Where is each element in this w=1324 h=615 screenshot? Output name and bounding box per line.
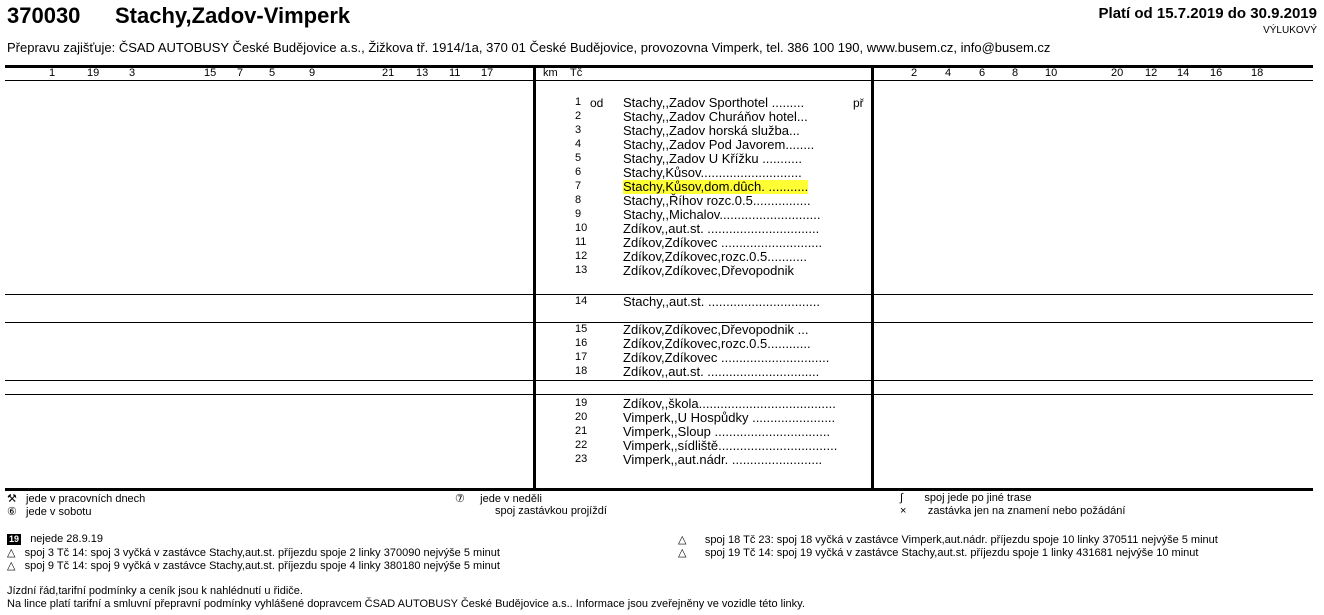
left-col-header: 9 bbox=[309, 67, 316, 79]
left-col-header: 21 bbox=[382, 67, 395, 79]
right-col-header: 12 bbox=[1145, 67, 1158, 79]
triangle-icon: △ bbox=[678, 547, 687, 559]
stop-name: Stachy,,Zadov Pod Javorem........ bbox=[623, 137, 815, 152]
operator-info: Přepravu zajišťuje: ČSAD AUTOBUSY České Budějovice a.s., Žižkova tř. 1914/1a, 370 01 České Budějovice, provozovna Vimperk, tel. 386 100 190, www.busem.cz, info@busem.cz bbox=[7, 40, 1051, 55]
stop-tc: 22 bbox=[575, 439, 588, 451]
note-4 bbox=[678, 546, 1198, 559]
right-col-header: 8 bbox=[1012, 67, 1019, 79]
legend-other bbox=[900, 492, 1031, 504]
legend-request-text: zastávka jen na znamení nebo požádání bbox=[927, 505, 1126, 517]
stop-name: Zdíkov,,aut.st. ............................... bbox=[623, 221, 820, 236]
stop-tc: 4 bbox=[575, 138, 582, 150]
stop-tc: 8 bbox=[575, 194, 582, 206]
section-rule bbox=[5, 394, 1313, 395]
stop-name: Vimperk,,Sloup ................................ bbox=[623, 424, 831, 439]
right-col-header: 20 bbox=[1111, 67, 1124, 79]
note-3 bbox=[678, 533, 1218, 546]
stop-name: Stachy,Kůsov,dom.dûch. ........... bbox=[623, 179, 809, 194]
stop-tc: 11 bbox=[575, 236, 587, 248]
od-label-1: od bbox=[590, 96, 604, 110]
stop-tc: 5 bbox=[575, 152, 582, 164]
pr-label-1: př bbox=[853, 96, 864, 110]
note-4-text: spoj 19 Tč 14: spoj 19 vyčká v zastávce Stachy,aut.st. příjezdu spoje 1 linky 431681 nejvýše 10 minut bbox=[704, 547, 1199, 559]
legend-request bbox=[900, 505, 1125, 517]
stop-name: Stachy,,Michalov............................ bbox=[623, 207, 821, 222]
excerpt-label: VÝLUKOVÝ bbox=[1263, 25, 1317, 36]
note-1-text: spoj 3 Tč 14: spoj 3 vyčká v zastávce Stachy,aut.st. příjezdu spoje 2 linky 370090 nejvýše 5 minut bbox=[24, 547, 500, 559]
wavy-line-icon: ∫ bbox=[900, 492, 904, 504]
table-bottom-rule bbox=[5, 488, 1313, 491]
note-not-date bbox=[7, 533, 103, 545]
stop-tc: 10 bbox=[575, 222, 588, 234]
stop-name: Vimperk,,U Hospůdky ....................... bbox=[623, 410, 836, 425]
stop-tc: 21 bbox=[575, 425, 588, 437]
section-rule bbox=[5, 294, 1313, 295]
legend-sat bbox=[7, 505, 91, 518]
tc-header: Tč bbox=[570, 67, 583, 79]
stop-tc: 14 bbox=[575, 295, 588, 307]
stop-name: Zdíkov,,škola...................................... bbox=[623, 396, 836, 411]
left-col-header: 19 bbox=[87, 67, 100, 79]
right-col-header: 14 bbox=[1177, 67, 1190, 79]
stop-name: Zdíkov,,aut.st. ............................... bbox=[623, 364, 820, 379]
legend-sat-text: jede v sobotu bbox=[26, 506, 92, 518]
stop-name: Stachy,Kůsov............................ bbox=[623, 165, 802, 180]
stop-tc: 7 bbox=[575, 180, 582, 192]
stop-name: Stachy,,Říhov rozc.0.5................ bbox=[623, 193, 811, 208]
right-col-header: 6 bbox=[979, 67, 986, 79]
line-number: 370030 bbox=[7, 3, 81, 28]
km-header: km bbox=[543, 67, 558, 79]
stop-name: Stachy,,Zadov Churáňov hotel... bbox=[623, 109, 808, 124]
right-col-header: 2 bbox=[911, 67, 918, 79]
note-not-date-text: nejede 28.9.19 bbox=[30, 533, 103, 545]
stop-name: Zdíkov,Zdíkovec,rozc.0.5............ bbox=[623, 336, 811, 351]
stop-tc: 16 bbox=[575, 337, 588, 349]
left-col-header: 1 bbox=[49, 67, 56, 79]
stop-name: Vimperk,,sídliště................................. bbox=[623, 438, 838, 453]
stop-tc: 20 bbox=[575, 411, 588, 423]
route-title: Stachy,Zadov-Vimperk bbox=[115, 3, 351, 28]
stop-tc: 2 bbox=[575, 110, 582, 122]
triangle-icon: △ bbox=[7, 560, 16, 572]
circle-6-icon: ⑥ bbox=[7, 506, 17, 518]
note-3-text: spoj 18 Tč 23: spoj 18 vyčká v zastávce Vimperk,aut.nádr. příjezdu spoje 10 linky 370511 nejvýše 5 minut bbox=[704, 534, 1218, 546]
stop-tc: 18 bbox=[575, 365, 588, 377]
right-col-header: 10 bbox=[1045, 67, 1058, 79]
circle-7-icon: ⑦ bbox=[455, 493, 465, 505]
right-block-border bbox=[871, 66, 874, 489]
right-col-header: 16 bbox=[1210, 67, 1223, 79]
header-rule bbox=[5, 80, 1313, 81]
triangle-icon: △ bbox=[7, 547, 16, 559]
left-col-header: 3 bbox=[129, 67, 136, 79]
note-2-text: spoj 9 Tč 14: spoj 9 vyčká v zastávce Stachy,aut.st. příjezdu spoje 4 linky 380180 nejvýše 5 minut bbox=[24, 560, 500, 572]
stop-name: Vimperk,,aut.nádr. ......................... bbox=[623, 452, 823, 467]
stop-name: Stachy,,aut.st. ............................... bbox=[623, 294, 820, 309]
section-rule bbox=[5, 322, 1313, 323]
legend-pass: spoj zastávkou projíždí bbox=[495, 505, 607, 517]
right-col-header: 4 bbox=[945, 67, 952, 79]
left-col-header: 5 bbox=[269, 67, 276, 79]
stop-tc: 9 bbox=[575, 208, 582, 220]
stop-tc: 12 bbox=[575, 250, 588, 262]
hammers-icon: ⚒ bbox=[7, 493, 17, 505]
stop-name: Stachy,,Zadov horská služba... bbox=[623, 123, 800, 138]
left-col-header: 7 bbox=[237, 67, 244, 79]
legend-other-text: spoj jede po jiné trase bbox=[924, 492, 1032, 504]
section-rule bbox=[5, 380, 1313, 381]
badge-19-icon: 19 bbox=[9, 534, 20, 544]
triangle-icon: △ bbox=[678, 534, 687, 546]
left-col-header: 15 bbox=[204, 67, 217, 79]
stop-name: Zdíkov,Zdíkovec .............................. bbox=[623, 350, 830, 365]
cross-icon: × bbox=[900, 505, 907, 517]
stop-name: Zdíkov,Zdíkovec,Dřevopodnik ... bbox=[623, 322, 809, 337]
left-col-header: 17 bbox=[481, 67, 494, 79]
stop-name: Stachy,,Zadov Sporthotel ......... bbox=[623, 95, 805, 110]
left-col-header: 13 bbox=[416, 67, 429, 79]
stop-name: Zdíkov,Zdíkovec,rozc.0.5........... bbox=[623, 249, 807, 264]
validity: Platí od 15.7.2019 do 30.9.2019 bbox=[1098, 5, 1317, 22]
stop-name: Zdíkov,Zdíkovec,Dřevopodnik bbox=[623, 263, 794, 278]
right-col-header: 18 bbox=[1251, 67, 1264, 79]
stop-name: Stachy,,Zadov U Křížku ........... bbox=[623, 151, 802, 166]
note-2 bbox=[7, 559, 500, 572]
note-1 bbox=[7, 546, 500, 559]
footer-2: Na lince platí tarifní a smluvní přepravní podmínky vyhlášené dopravcem ČSAD AUTOBUSY České Budějovice a.s.. Informace jsou zveřejněny ve vozidle této linky. bbox=[7, 598, 805, 610]
stop-tc: 13 bbox=[575, 264, 588, 276]
legend-work-text: jede v pracovních dnech bbox=[26, 493, 146, 505]
legend-sun bbox=[455, 492, 542, 505]
left-block-border bbox=[533, 66, 536, 489]
footer-1: Jízdní řád,tarifní podmínky a ceník jsou k nahlédnutí u řidiče. bbox=[7, 585, 303, 597]
stop-name: Zdíkov,Zdíkovec ............................ bbox=[623, 235, 823, 250]
stop-tc: 3 bbox=[575, 124, 582, 136]
stop-tc: 15 bbox=[575, 323, 588, 335]
stop-tc: 23 bbox=[575, 453, 588, 465]
legend-work bbox=[7, 492, 145, 505]
stop-tc: 17 bbox=[575, 351, 588, 363]
left-col-header: 11 bbox=[449, 67, 461, 79]
stop-tc: 19 bbox=[575, 397, 588, 409]
stop-tc: 1 bbox=[575, 96, 582, 108]
stop-tc: 6 bbox=[575, 166, 582, 178]
legend-sun-text: jede v neděli bbox=[480, 493, 542, 505]
